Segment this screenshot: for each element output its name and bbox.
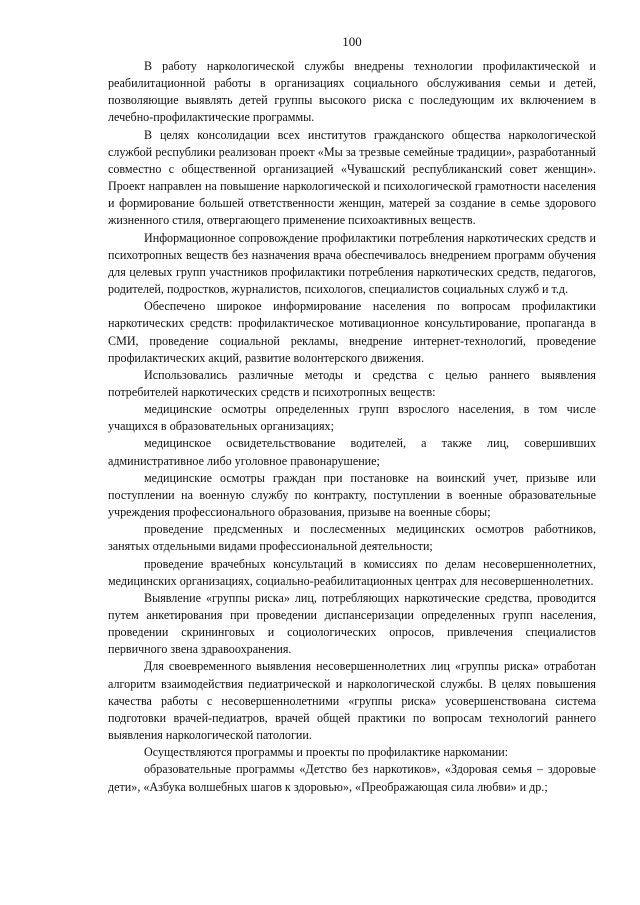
paragraph: Выявление «группы риска» лиц, потребляющих наркотические средства, проводится путем анкетирования при проведении диспансеризации определенных групп населения, проведении скрининговых и социологических опросов, привлечения специалистов первичного звена здравоохранения. <box>108 590 596 657</box>
paragraph: Информационное сопровождение профилактики потребления наркотических средств и психотропных веществ без назначения врача обеспечивалось внедрением программ обучения для целевых групп участников профилактики потребления наркотических средств, педагогов, родителей, подростков, журналистов, психологов, специалистов социальных служб и т.д. <box>108 230 596 297</box>
paragraph: В работу наркологической службы внедрены технологии профилактической и реабилитационной работы в организациях социального обслуживания семьи и детей, позволяющие выявлять детей группы высокого риска с последующим их включением в лечебно-профилактические программы. <box>108 59 596 125</box>
paragraph: В целях консолидации всех институтов гражданского общества наркологической службой республики реализован проект «Мы за трезвые семейные традиции», разработанный совместно с общественной организацией «Чувашский республиканский совет женщин». Проект направлен на повышение наркологической и психологической грамотности населения и формирование большей ответственности женщин, матерей за создание в семье здорового жизненного стиля, отвергающего применение психоактивных веществ. <box>108 127 596 228</box>
page-number: 100 <box>342 34 362 49</box>
paragraph: Обеспечено широкое информирование населения по вопросам профилактики наркотических средств: профилактическое мотивационное консультирование, пропаганда в СМИ, проведение социальной рекламы, внедрение интернет-технологий, проведение профилактических акций, развитие волонтерского движения. <box>108 299 596 365</box>
list-item: образовательные программы «Детство без наркотиков», «Здоровая семья – здоровые дети», «Азбука волшебных шагов к здоровью», «Преображающая сила любви» и др.; <box>108 762 596 794</box>
list-item: медицинские осмотры граждан при постановке на воинский учет, призыве или поступлении на военную службу по контракту, поступлении в военные образовательные учреждения профессионального образования, призыве на военные сборы; <box>108 470 596 520</box>
list-item: проведение врачебных консультаций в комиссиях по делам несовершеннолетних, медицинских организациях, социально-реабилитационных центрах для несовершеннолетних. <box>108 556 596 588</box>
document-page <box>108 34 596 796</box>
list-item: медицинское освидетельствование водителей, а также лиц, совершивших административное либо уголовное правонарушение; <box>108 436 596 468</box>
body-text <box>108 58 596 796</box>
paragraph: Использовались различные методы и средства с целью раннего выявления потребителей наркотических средств и психотропных веществ: <box>108 367 596 399</box>
list-item: медицинские осмотры определенных групп взрослого населения, в том числе учащихся в образовательных организациях; <box>108 402 596 434</box>
paragraph: Для своевременного выявления несовершеннолетних лиц «группы риска» отработан алгоритм взаимодействия педиатрической и наркологической службы. В целях повышения качества работы с несовершеннолетними «группы риска» усовершенствована система подготовки врачей-педиатров, врачей общей практики по вопросам технологий раннего выявления наркологической патологии. <box>108 659 596 743</box>
list-item: проведение предсменных и послесменных медицинских осмотров работников, занятых отдельными видами профессиональной деятельности; <box>108 522 596 554</box>
paragraph: Осуществляются программы и проекты по профилактике наркомании: <box>144 745 509 760</box>
